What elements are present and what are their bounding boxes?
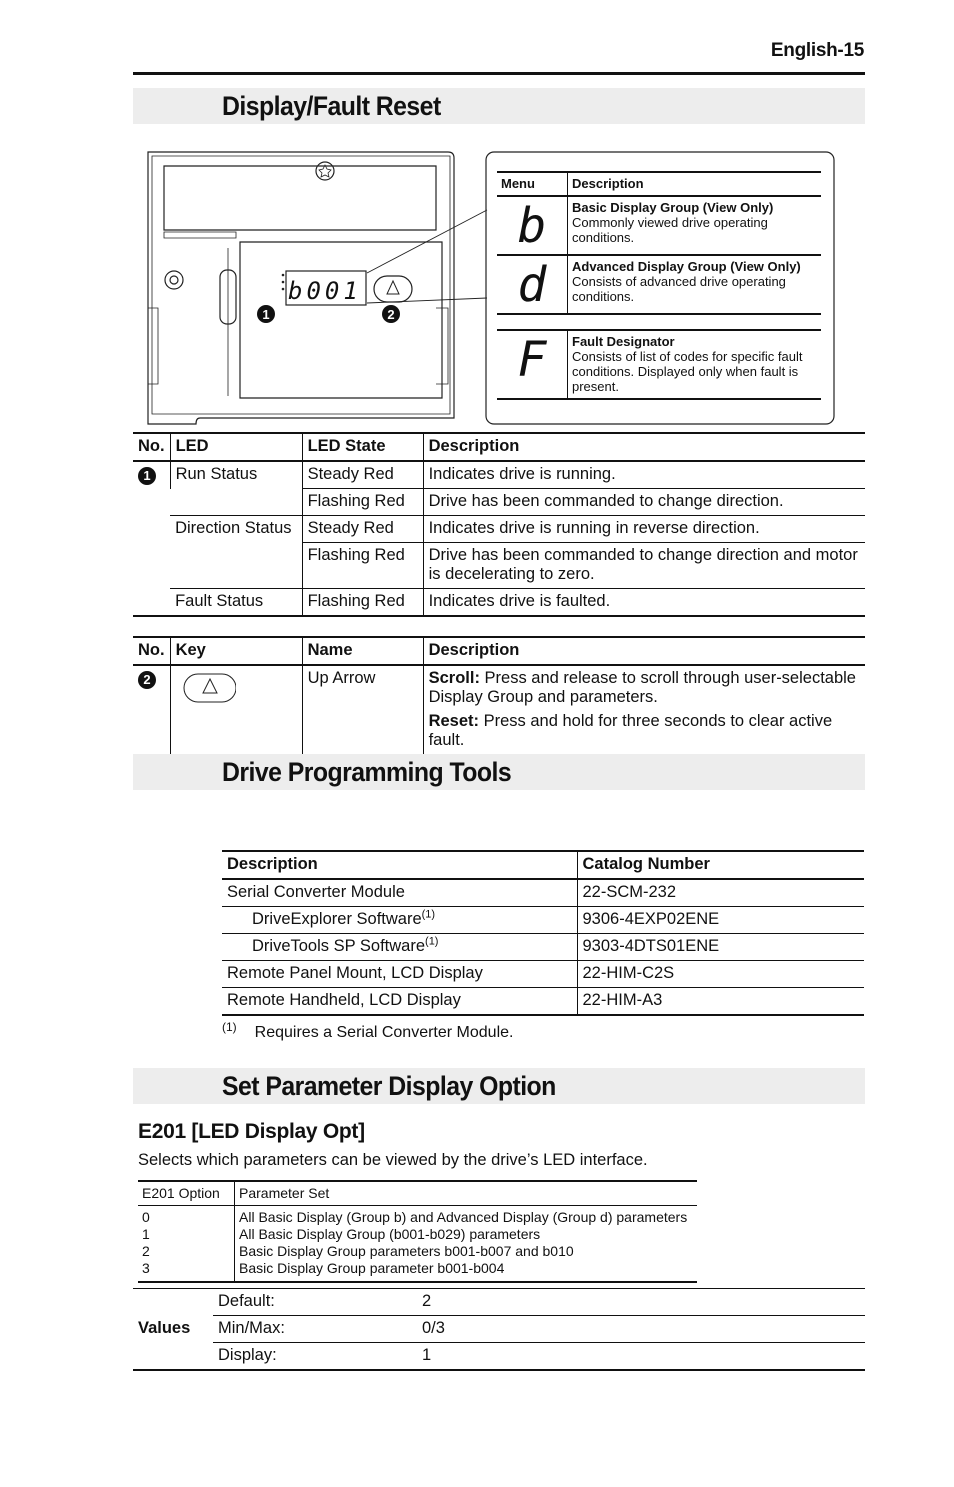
menu-symbol-b: b xyxy=(517,198,547,254)
table-row xyxy=(222,907,864,934)
led-description: Indicates drive is running. xyxy=(423,461,865,489)
led-display-text: b001 xyxy=(288,277,362,305)
menu-row-text: Consists of list of codes for specific fault conditions. Displayed only when fault is present. xyxy=(572,349,803,394)
svg-text:2: 2 xyxy=(387,307,395,322)
tools-table xyxy=(222,850,864,1016)
led-state: Steady Red xyxy=(302,461,423,489)
section-band-display xyxy=(133,88,865,124)
parameter-set: All Basic Display (Group b) and Advanced Display (Group d) parameters xyxy=(239,1209,688,1225)
footnote xyxy=(222,1020,514,1042)
values-label: Values xyxy=(133,1289,213,1371)
value-number: 2 xyxy=(417,1289,865,1316)
option-header: E201 Option xyxy=(138,1181,235,1206)
tool-catalog-number: 9303-4DTS01ENE xyxy=(577,934,864,961)
menu-row-text: Consists of advanced drive operating conditions. xyxy=(572,274,786,304)
table-row xyxy=(222,879,864,907)
menu-row-title: Basic Display Group (View Only) xyxy=(572,200,774,215)
key-header-key: Key xyxy=(170,637,302,665)
value-label: Default: xyxy=(213,1289,417,1316)
key-name: Up Arrow xyxy=(302,665,423,755)
section-title-display-fault-reset: Display/Fault Reset xyxy=(222,91,441,121)
menu-header-description: Description xyxy=(568,172,822,196)
menu-row xyxy=(497,196,821,255)
option-value: 2 xyxy=(142,1243,150,1259)
table-row xyxy=(133,461,865,489)
led-header-state: LED State xyxy=(302,433,423,461)
key-table xyxy=(133,636,865,756)
menu-spacer xyxy=(497,314,821,330)
menu-row-title: Advanced Display Group (View Only) xyxy=(572,259,801,274)
parameter-set: Basic Display Group parameters b001-b007 and b010 xyxy=(239,1243,574,1259)
value-label: Min/Max: xyxy=(213,1316,417,1343)
parameter-set: Basic Display Group parameter b001-b004 xyxy=(239,1260,505,1276)
footnote-ref: (1) xyxy=(425,935,439,948)
section-band-parameter xyxy=(133,1068,865,1104)
menu-row xyxy=(497,330,821,399)
key-scroll-description: Scroll: Press and release to scroll through user-selectable Display Group and parameters. xyxy=(428,669,856,706)
led-name: Run Status xyxy=(170,461,302,489)
tool-description: Serial Converter Module xyxy=(227,883,405,901)
parameter-description: Selects which parameters can be viewed by the drive’s LED interface. xyxy=(138,1151,648,1169)
option-table xyxy=(138,1180,697,1283)
led-table xyxy=(133,432,865,617)
footnote-text: Requires a Serial Converter Module. xyxy=(254,1024,514,1041)
tool-description: Remote Panel Mount, LCD Display xyxy=(227,964,483,982)
tools-header-catalog: Catalog Number xyxy=(577,851,864,879)
tool-description: DriveExplorer Software xyxy=(252,910,422,928)
led-description: Drive has been commanded to change direction and motor is decelerating to zero. xyxy=(423,543,865,589)
value-number: 1 xyxy=(417,1343,865,1371)
led-description: Indicates drive is faulted. xyxy=(423,589,865,617)
table-row xyxy=(133,589,865,617)
table-row xyxy=(133,516,865,543)
footnote-mark: (1) xyxy=(222,1020,237,1034)
parameter-set-header: Parameter Set xyxy=(235,1181,698,1206)
tool-catalog-number: 9306-4EXP02ENE xyxy=(577,907,864,934)
table-row xyxy=(133,543,865,589)
page-number: English-15 xyxy=(770,40,864,61)
tool-catalog-number: 22-HIM-C2S xyxy=(577,961,864,988)
tool-catalog-number: 22-SCM-232 xyxy=(577,879,864,907)
drive-top-cover xyxy=(164,166,436,230)
led-number-badge: 1 xyxy=(138,467,156,485)
key-reset-description: Reset: Press and hold for three seconds to clear active fault. xyxy=(428,712,833,749)
led-name: Fault Status xyxy=(170,589,302,617)
table-row xyxy=(133,1316,865,1343)
table-row xyxy=(222,988,864,1016)
values-table xyxy=(133,1288,865,1371)
drive-screw-icon xyxy=(165,271,183,289)
svg-text:1: 1 xyxy=(262,307,270,322)
table-row xyxy=(133,665,865,755)
up-arrow-key-icon xyxy=(176,669,236,705)
tools-header-description: Description xyxy=(222,851,577,879)
led-name xyxy=(170,489,302,516)
menu-table xyxy=(497,171,821,400)
tool-catalog-number: 22-HIM-A3 xyxy=(577,988,864,1016)
key-number-badge: 2 xyxy=(138,671,156,689)
section-title-drive-programming-tools: Drive Programming Tools xyxy=(222,757,512,787)
tool-description: Remote Handheld, LCD Display xyxy=(227,991,461,1009)
table-row xyxy=(133,1343,865,1371)
menu-symbol-d: d xyxy=(517,257,547,313)
led-state: Flashing Red xyxy=(302,489,423,516)
led-state: Flashing Red xyxy=(302,543,423,589)
led-state: Steady Red xyxy=(302,516,423,543)
parameter-heading: E201 [LED Display Opt] xyxy=(138,1120,365,1143)
tool-description: DriveTools SP Software xyxy=(252,937,426,955)
value-number: 0/3 xyxy=(417,1316,865,1343)
led-description: Indicates drive is running in reverse direction. xyxy=(423,516,865,543)
menu-row-text: Commonly viewed drive operating conditions. xyxy=(572,215,768,245)
led-header-description: Description xyxy=(423,433,865,461)
key-header-no: No. xyxy=(133,637,170,665)
menu-row-title: Fault Designator xyxy=(572,334,675,349)
menu-header-menu: Menu xyxy=(497,172,568,196)
led-header-no: No. xyxy=(133,433,170,461)
led-description: Drive has been commanded to change direction. xyxy=(423,489,865,516)
led-name xyxy=(170,543,302,589)
parameter-set: All Basic Display Group (b001-b029) parameters xyxy=(239,1226,541,1242)
table-row xyxy=(133,1289,865,1316)
section-band-tools xyxy=(133,754,865,790)
option-value: 1 xyxy=(142,1226,150,1242)
section-title-set-parameter-display: Set Parameter Display Option xyxy=(222,1071,556,1101)
option-value: 3 xyxy=(142,1260,150,1276)
table-row xyxy=(222,934,864,961)
top-rule xyxy=(133,72,865,75)
key-header-name: Name xyxy=(302,637,423,665)
table-row xyxy=(138,1206,697,1283)
footnote-ref: (1) xyxy=(421,908,436,921)
value-label: Display: xyxy=(213,1343,417,1371)
callout-line-bottom xyxy=(367,298,487,303)
led-name: Direction Status xyxy=(175,519,292,537)
led-state: Flashing Red xyxy=(302,589,423,617)
led-header-led: LED xyxy=(170,433,302,461)
table-row xyxy=(222,961,864,988)
option-value: 0 xyxy=(142,1209,150,1225)
menu-symbol-f: F xyxy=(517,332,547,388)
key-header-description: Description xyxy=(423,637,865,665)
menu-row xyxy=(497,255,821,314)
table-row xyxy=(133,489,865,516)
